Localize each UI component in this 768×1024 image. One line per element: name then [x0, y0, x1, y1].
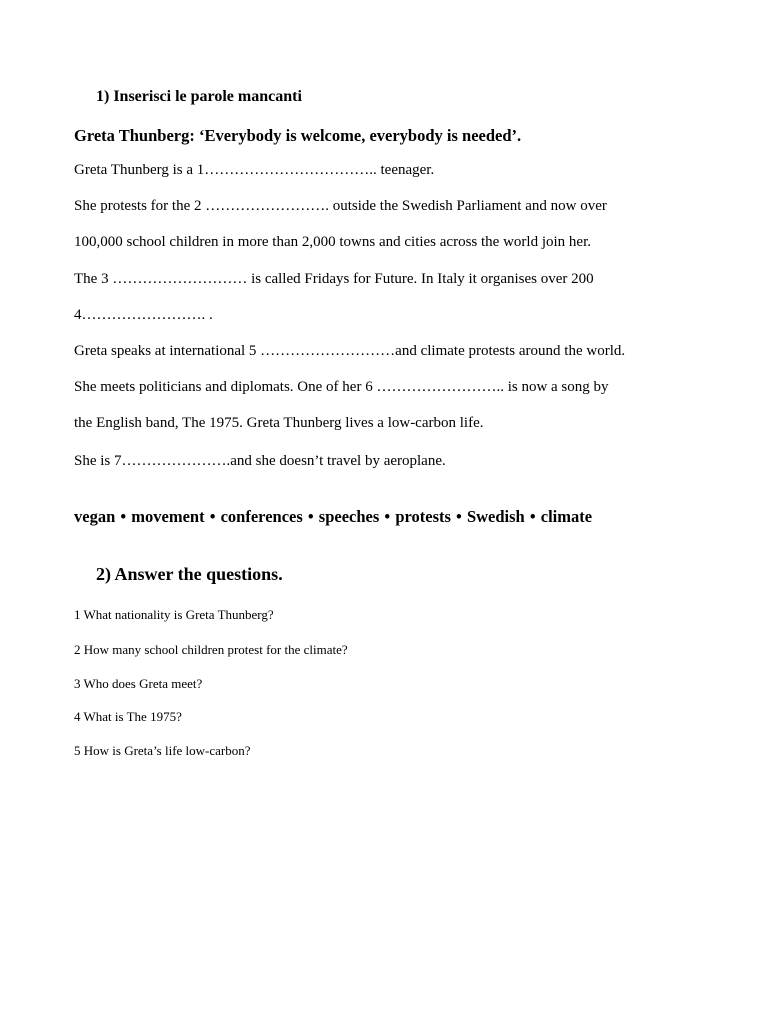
word-bank: vegan • movement • conferences • speeches • protests • Swedish • climate	[74, 507, 593, 526]
question-5: 5 How is Greta’s life low-carbon?	[74, 743, 251, 758]
exercise-1-heading: 1) Inserisci le parole mancanti	[96, 88, 302, 105]
question-2: 2 How many school children protest for the climate?	[74, 642, 348, 657]
text-line-9: She is 7………………….and she doesn’t travel by aeroplane.	[74, 453, 446, 469]
article-title: Greta Thunberg: ‘Everybody is welcome, everybody is needed’.	[74, 126, 522, 145]
text-line-1: Greta Thunberg is a 1…………………………….. teenager.	[74, 162, 435, 178]
text-line-7: She meets politicians and diplomats. One of her 6 …………………….. is now a song by	[74, 379, 609, 395]
text-line-3: 100,000 school children in more than 2,000 towns and cities across the world join her.	[74, 234, 591, 250]
text-line-6: Greta speaks at international 5 ………………………and climate protests around the world.	[74, 343, 626, 359]
text-line-5: 4……………………. .	[74, 307, 213, 323]
question-4: 4 What is The 1975?	[74, 709, 182, 724]
exercise-2-heading: 2) Answer the questions.	[96, 564, 283, 584]
question-3: 3 Who does Greta meet?	[74, 676, 203, 691]
text-line-8: the English band, The 1975. Greta Thunberg lives a low-carbon life.	[74, 415, 484, 431]
text-line-4: The 3 ……………………… is called Fridays for Future. In Italy it organises over 200	[74, 271, 594, 287]
text-line-2: She protests for the 2 ……………………. outside the Swedish Parliament and now over	[74, 198, 607, 214]
question-1: 1 What nationality is Greta Thunberg?	[74, 607, 274, 622]
